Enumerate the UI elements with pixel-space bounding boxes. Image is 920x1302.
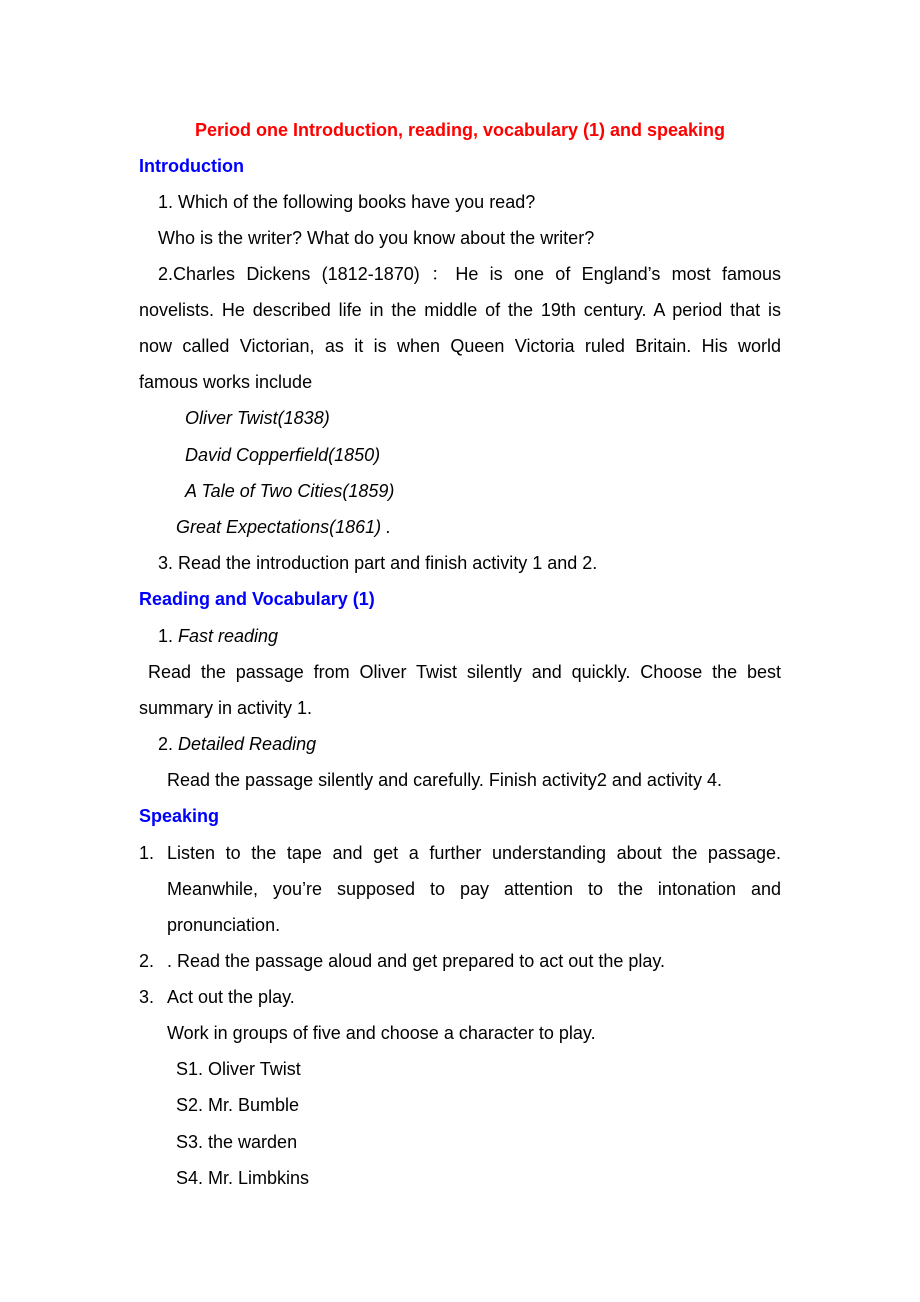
- intro-question-1: 1. Which of the following books have you read?: [158, 192, 536, 212]
- reading-item-2: [158, 732, 316, 756]
- item-label: Detailed Reading: [178, 734, 317, 754]
- work-title: A Tale of Two Cities(1859): [185, 481, 395, 501]
- reading-item-1: [158, 624, 278, 648]
- role-item: S2. Mr. Bumble: [176, 1095, 300, 1115]
- intro-question-3: 3. Read the introduction part and finish activity 1 and 2.: [158, 553, 598, 573]
- item-number: 1.: [158, 626, 179, 646]
- item-number: 2.: [158, 734, 179, 754]
- speaking-item-line: pronunciation.: [167, 915, 281, 935]
- speaking-item-line: Meanwhile, you’re supposed to pay attention to the intonation and: [167, 879, 781, 899]
- list-number: 1.: [139, 843, 155, 863]
- speaking-item-line: Act out the play.: [167, 987, 295, 1007]
- work-title: David Copperfield(1850): [185, 445, 381, 465]
- page-title: Period one Introduction, reading, vocabulary (1) and speaking: [194, 120, 726, 140]
- reading-item-2-text: Read the passage silently and carefully. Finish activity2 and activity 4.: [167, 770, 722, 790]
- role-item: S3. the warden: [176, 1132, 298, 1152]
- intro-question-1b: Who is the writer? What do you know about the writer?: [158, 228, 595, 248]
- dickens-paragraph-line: now called Victorian, as it is when Queen Victoria ruled Britain. His world: [139, 336, 781, 356]
- list-number: 3.: [139, 987, 155, 1007]
- reading-item-1-text: summary in activity 1.: [139, 698, 313, 718]
- group-instruction: Work in groups of five and choose a character to play.: [167, 1023, 596, 1043]
- work-title: Great Expectations(1861) .: [176, 517, 392, 537]
- dickens-paragraph-line: 2.Charles Dickens (1812-1870) ：He is one of England’s most famous: [158, 264, 781, 284]
- role-item: S4. Mr. Limbkins: [176, 1168, 310, 1188]
- dickens-paragraph-line: famous works include: [139, 372, 313, 392]
- speaking-item-line: . Read the passage aloud and get prepared to act out the play.: [167, 951, 666, 971]
- item-label: Fast reading: [178, 626, 279, 646]
- role-item: S1. Oliver Twist: [176, 1059, 301, 1079]
- speaking-item-line: Listen to the tape and get a further understanding about the passage.: [167, 843, 781, 863]
- section-heading-reading: Reading and Vocabulary (1): [139, 589, 375, 609]
- section-heading-introduction: Introduction: [139, 156, 244, 176]
- dickens-paragraph-line: novelists. He described life in the middle of the 19th century. A period that is: [139, 300, 781, 320]
- reading-item-1-text: Read the passage from Oliver Twist silently and quickly. Choose the best: [148, 662, 781, 682]
- work-title: Oliver Twist(1838): [185, 408, 330, 428]
- section-heading-speaking: Speaking: [139, 806, 220, 826]
- list-number: 2.: [139, 951, 155, 971]
